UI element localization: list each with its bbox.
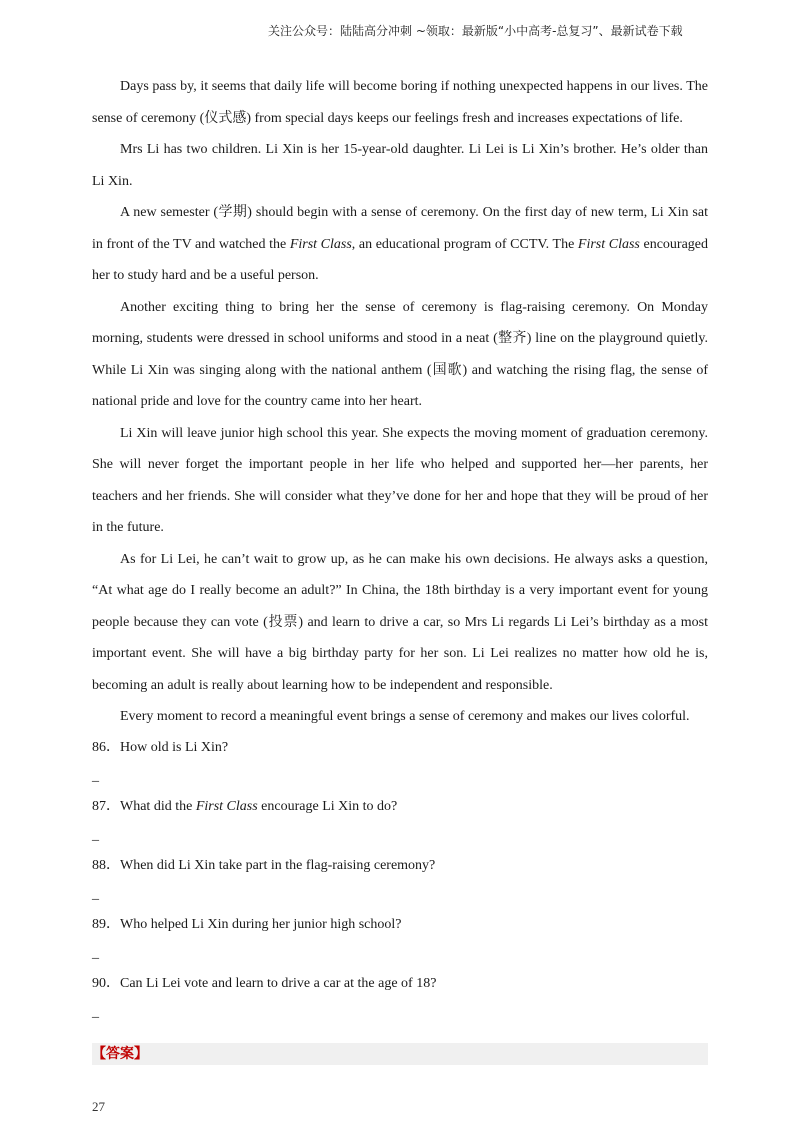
program-title-1: First Class [289, 236, 352, 252]
passage-paragraph-1: Days pass by, it seems that daily life will become boring if nothing unexpected happens in our lives. The sense of ceremony (仪式感) from special days keeps our feelings fresh and increases expectations of life. [92, 79, 708, 126]
passage-paragraph-3 [92, 197, 708, 292]
answer-blank-87: _ [92, 827, 99, 843]
paragraph-3-part-a: A new semester (学期) should begin with a sense of ceremony. On the first day of new term, Li Xin sat in front of the TV and watched the [92, 205, 708, 252]
passage-paragraph-7: Every moment to record a meaningful event brings a sense of ceremony and makes our lives colorful. [120, 709, 690, 724]
question-87-part-a: 87．What did the [92, 798, 196, 814]
answer-section-bar [92, 1043, 708, 1065]
question-86: 86．How old is Li Xin? [92, 739, 229, 755]
passage-paragraph-6: As for Li Lei, he can’t wait to grow up, as he can make his own decisions. He always asks a question, “At what age do I really become an adult?” In China, the 18th birthday is a very important event for young people because they can vote (投票) and learn to drive a car, so Mrs Li regards Li Lei’s birthday as a most important event. She will have a big birthday party for her son. Li Lei realizes no matter how old he is, becoming an adult is really about learning how to be independent and responsible. [92, 551, 708, 693]
header-text: 关注公众号：陆陆高分冲刺 ~领取：最新版“小中高考-总复习”、最新试卷下载 [268, 24, 683, 38]
passage-paragraph-5: Li Xin will leave junior high school this year. She expects the moving moment of graduation ceremony. She will never forget the important people in her life who helped and supported her—her parents, her teachers and her friends. She will consider what they’ve done for her and hope that they will be proud of her in the future. [92, 425, 708, 535]
page-number: 27 [92, 1099, 105, 1114]
answer-blank-86: _ [92, 768, 99, 784]
answer-blank-88: _ [92, 886, 99, 902]
questions-section [92, 733, 708, 1028]
page-header [268, 22, 728, 39]
paragraph-3-part-c: , an educational program of CCTV. The [351, 236, 578, 252]
program-title-2: First Class [577, 236, 640, 252]
question-87 [92, 792, 708, 821]
answer-blank-89: _ [92, 945, 99, 961]
question-90: 90．Can Li Lei vote and learn to drive a car at the age of 18? [92, 975, 437, 991]
paragraph-3-part-e: encouraged her to study hard and be a useful person. [92, 236, 708, 283]
question-88: 88．When did Li Xin take part in the flag-raising ceremony? [92, 857, 436, 873]
document-body [92, 71, 708, 1028]
question-89: 89．Who helped Li Xin during her junior high school? [92, 916, 402, 932]
answer-label: 【答案】 [92, 1046, 148, 1062]
question-87-part-c: encourage Li Xin to do? [257, 798, 398, 814]
passage-paragraph-2: Mrs Li has two children. Li Xin is her 15-year-old daughter. Li Lei is Li Xin’s brother. He’s older than Li Xin. [92, 142, 708, 189]
answer-blank-90: _ [92, 1004, 99, 1020]
question-87-program-title: First Class [195, 798, 258, 814]
passage-paragraph-4: Another exciting thing to bring her the sense of ceremony is flag-raising ceremony. On Monday morning, students were dressed in school uniforms and stood in a neat (整齐) line on the playground quietly. While Li Xin was singing along with the national anthem (国歌) and watching the rising flag, the sense of national pride and love for the country came into her heart. [92, 299, 708, 409]
